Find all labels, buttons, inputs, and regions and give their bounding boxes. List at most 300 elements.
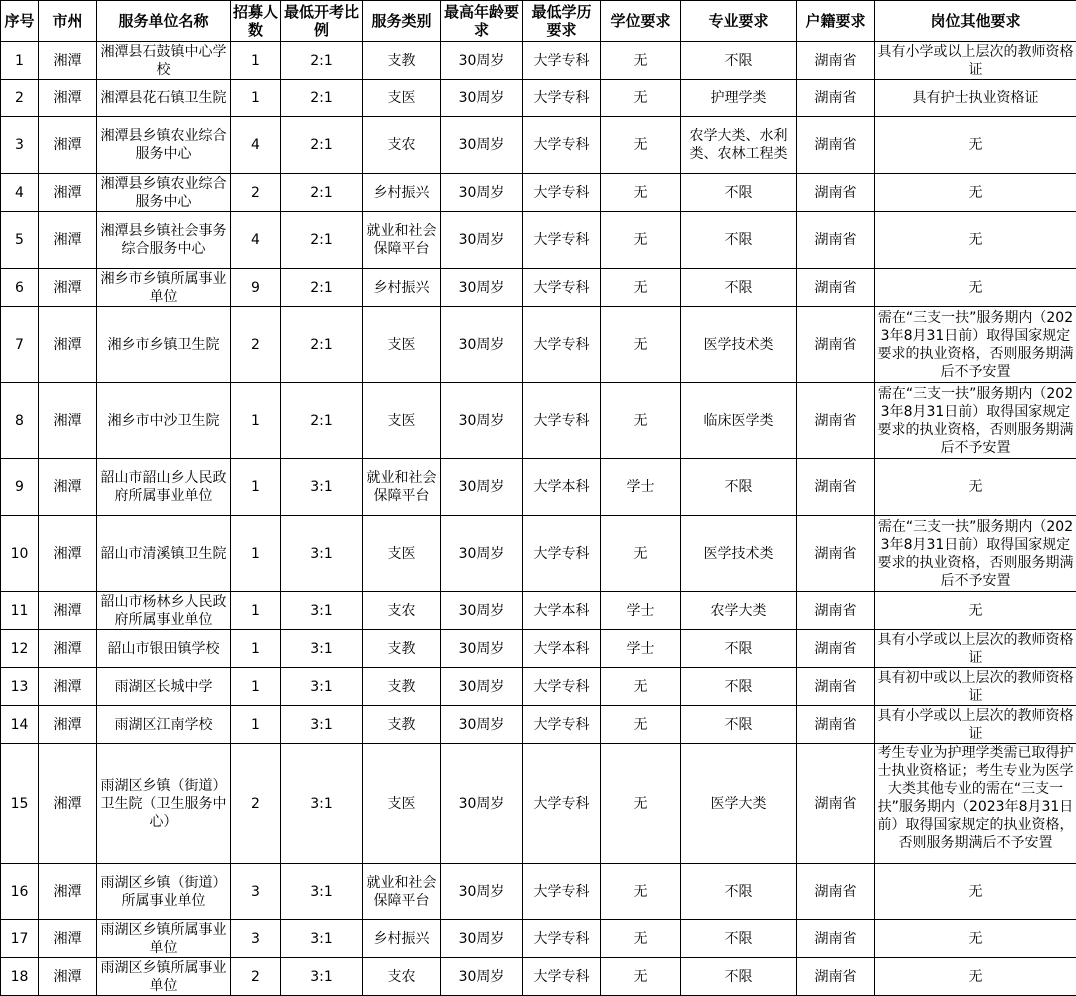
cell-text: 2 [233,174,278,211]
cell-text: 雨湖区乡镇（街道）卫生院（卫生服务中心） [99,744,228,863]
cell-text: 1 [3,42,36,79]
cell-text: 30周岁 [443,744,520,863]
header-col-other: 岗位其他要求 [875,1,1076,42]
cell-unit [97,706,231,744]
cell-text: 支教 [365,668,438,705]
cell-unit [97,920,231,958]
cell-text: 支农 [365,958,438,995]
cell-text: 护理学类 [683,80,794,116]
cell-degree [601,269,681,307]
cell-text: 不限 [683,958,794,995]
cell-unit [97,592,231,630]
cell-text: 不限 [683,630,794,667]
cell-index [1,269,39,307]
cell-category [363,668,441,706]
cell-hukou [797,459,875,516]
table-row [1,668,1076,706]
cell-count [231,383,281,459]
cell-text: 9 [233,269,278,306]
cell-category [363,744,441,864]
cell-text: 湘乡市乡镇卫生院 [99,307,228,382]
cell-text: 无 [877,920,1074,957]
cell-category [363,383,441,459]
cell-text: 3 [233,864,278,919]
cell-category [363,269,441,307]
cell-text: 2:1 [283,117,360,173]
cell-text: 无 [603,269,678,306]
table-row [1,706,1076,744]
cell-city [39,212,97,269]
table-row [1,174,1076,212]
cell-text: 无 [877,459,1074,515]
cell-other [875,307,1076,383]
cell-text: 医学技术类 [683,516,794,591]
cell-text: 30周岁 [443,920,520,957]
cell-text: 湘潭 [41,516,94,591]
cell-other [875,212,1076,269]
cell-hukou [797,744,875,864]
cell-text: 支医 [365,516,438,591]
cell-hukou [797,117,875,174]
cell-text: 韶山市韶山乡人民政府所属事业单位 [99,459,228,515]
cell-index [1,864,39,920]
cell-text: 无 [877,864,1074,919]
header-col-index: 序号 [1,1,39,42]
cell-count [231,212,281,269]
cell-other [875,958,1076,996]
cell-degree [601,459,681,516]
cell-index [1,117,39,174]
cell-index [1,668,39,706]
cell-index [1,459,39,516]
cell-degree [601,592,681,630]
cell-text: 乡村振兴 [365,269,438,306]
cell-text: 7 [3,307,36,382]
cell-age [441,630,523,668]
cell-text: 湘潭 [41,117,94,173]
cell-unit [97,42,231,80]
cell-text: 2 [233,744,278,863]
header-col-city: 市州 [39,1,97,42]
cell-education [523,516,601,592]
cell-ratio [281,706,363,744]
cell-hukou [797,269,875,307]
cell-text: 2:1 [283,42,360,79]
cell-text: 1 [233,668,278,705]
cell-education [523,383,601,459]
cell-text: 不限 [683,174,794,211]
cell-hukou [797,212,875,269]
cell-unit [97,269,231,307]
cell-age [441,269,523,307]
cell-degree [601,80,681,117]
cell-age [441,212,523,269]
cell-text: 无 [603,307,678,382]
header-col-unit: 服务单位名称 [97,1,231,42]
cell-text: 无 [877,117,1074,173]
cell-text: 大学专科 [525,864,598,919]
header-col-degree: 学位要求 [601,1,681,42]
cell-text: 湖南省 [799,117,872,173]
cell-text: 就业和社会保障平台 [365,212,438,268]
cell-text: 30周岁 [443,459,520,515]
cell-ratio [281,592,363,630]
cell-text: 需在“三支一扶”服务期内（2023年8月31日前）取得国家规定要求的执业资格，否则服务期满后不予安置 [877,516,1074,591]
cell-text: 支教 [365,706,438,743]
cell-education [523,80,601,117]
header-col-category: 服务类别 [363,1,441,42]
cell-index [1,42,39,80]
cell-education [523,958,601,996]
cell-text: 支教 [365,42,438,79]
cell-hukou [797,706,875,744]
cell-major [681,307,797,383]
cell-text: 15 [3,744,36,863]
cell-text: 农学大类、水利类、农林工程类 [683,117,794,173]
cell-text: 不限 [683,706,794,743]
cell-text: 1 [233,383,278,458]
cell-other [875,592,1076,630]
cell-ratio [281,864,363,920]
header-col-age: 最高年龄要求 [441,1,523,42]
cell-text: 农学大类 [683,592,794,629]
cell-ratio [281,958,363,996]
cell-text: 不限 [683,42,794,79]
cell-text: 2:1 [283,307,360,382]
cell-text: 湖南省 [799,920,872,957]
table-row [1,212,1076,269]
cell-category [363,459,441,516]
header-col-count: 招募人数 [231,1,281,42]
table-row [1,920,1076,958]
cell-text: 湖南省 [799,459,872,515]
cell-ratio [281,269,363,307]
cell-city [39,958,97,996]
cell-degree [601,864,681,920]
cell-text: 30周岁 [443,42,520,79]
cell-unit [97,744,231,864]
cell-degree [601,516,681,592]
cell-text: 大学本科 [525,630,598,667]
cell-count [231,459,281,516]
cell-major [681,516,797,592]
cell-text: 湘潭县乡镇社会事务综合服务中心 [99,212,228,268]
cell-text: 医学技术类 [683,307,794,382]
table-row [1,864,1076,920]
cell-major [681,383,797,459]
cell-degree [601,383,681,459]
cell-text: 无 [603,174,678,211]
cell-text: 湖南省 [799,592,872,629]
cell-age [441,516,523,592]
cell-city [39,592,97,630]
cell-text: 3 [3,117,36,173]
cell-index [1,174,39,212]
cell-text: 具有初中或以上层次的教师资格证 [877,668,1074,705]
cell-text: 考生专业为护理学类需已取得护士执业资格证；考生专业为医学大类其他专业的需在“三支一扶”服务期内（2023年8月31日前）取得国家规定的执业资格，否则服务期满后不予安置 [877,744,1074,863]
cell-major [681,80,797,117]
cell-ratio [281,117,363,174]
cell-text: 湖南省 [799,706,872,743]
cell-count [231,269,281,307]
cell-education [523,864,601,920]
cell-text: 临床医学类 [683,383,794,458]
cell-hukou [797,42,875,80]
cell-degree [601,42,681,80]
cell-text: 湘潭 [41,592,94,629]
cell-other [875,630,1076,668]
cell-text: 就业和社会保障平台 [365,459,438,515]
cell-text: 湘潭县乡镇农业综合服务中心 [99,174,228,211]
cell-text: 湘乡市乡镇所属事业单位 [99,269,228,306]
cell-unit [97,80,231,117]
cell-degree [601,174,681,212]
cell-text: 支农 [365,592,438,629]
cell-text: 湖南省 [799,744,872,863]
cell-text: 5 [3,212,36,268]
cell-hukou [797,516,875,592]
cell-text: 3:1 [283,630,360,667]
cell-text: 无 [877,269,1074,306]
cell-age [441,80,523,117]
cell-text: 乡村振兴 [365,174,438,211]
cell-index [1,958,39,996]
cell-text: 3 [233,920,278,957]
cell-index [1,706,39,744]
cell-text: 无 [603,80,678,116]
cell-text: 雨湖区乡镇所属事业单位 [99,958,228,995]
cell-hukou [797,592,875,630]
cell-education [523,174,601,212]
cell-text: 11 [3,592,36,629]
cell-education [523,630,601,668]
cell-degree [601,630,681,668]
cell-text: 无 [603,383,678,458]
table-row [1,307,1076,383]
cell-text: 2 [233,307,278,382]
cell-age [441,920,523,958]
cell-age [441,42,523,80]
cell-text: 乡村振兴 [365,920,438,957]
cell-unit [97,117,231,174]
cell-text: 支农 [365,117,438,173]
cell-unit [97,516,231,592]
cell-text: 6 [3,269,36,306]
cell-text: 支医 [365,383,438,458]
cell-city [39,920,97,958]
cell-text: 湘潭 [41,864,94,919]
cell-text: 1 [233,459,278,515]
cell-text: 韶山市银田镇学校 [99,630,228,667]
cell-text: 具有护士执业资格证 [877,80,1074,116]
table-row [1,630,1076,668]
cell-text: 湘潭 [41,706,94,743]
cell-city [39,668,97,706]
cell-text: 大学专科 [525,269,598,306]
cell-count [231,744,281,864]
cell-text: 雨湖区长城中学 [99,668,228,705]
cell-text: 湘潭 [41,383,94,458]
cell-text: 不限 [683,864,794,919]
cell-text: 湖南省 [799,516,872,591]
cell-text: 湖南省 [799,668,872,705]
cell-text: 需在“三支一扶”服务期内（2023年8月31日前）取得国家规定要求的执业资格，否则服务期满后不予安置 [877,383,1074,458]
cell-text: 无 [877,174,1074,211]
cell-count [231,958,281,996]
cell-category [363,706,441,744]
cell-text: 湘潭 [41,920,94,957]
cell-text: 无 [603,744,678,863]
cell-text: 大学专科 [525,117,598,173]
cell-text: 大学专科 [525,383,598,458]
cell-text: 韶山市清溪镇卫生院 [99,516,228,591]
cell-count [231,668,281,706]
cell-index [1,383,39,459]
cell-hukou [797,383,875,459]
cell-degree [601,117,681,174]
header-col-hukou: 户籍要求 [797,1,875,42]
cell-text: 2:1 [283,269,360,306]
cell-text: 2:1 [283,80,360,116]
cell-text: 2:1 [283,212,360,268]
cell-degree [601,920,681,958]
cell-text: 12 [3,630,36,667]
cell-other [875,42,1076,80]
cell-text: 30周岁 [443,307,520,382]
cell-major [681,42,797,80]
cell-text: 支医 [365,80,438,116]
cell-text: 30周岁 [443,269,520,306]
cell-text: 大学本科 [525,459,598,515]
cell-text: 学士 [603,630,678,667]
cell-text: 无 [603,117,678,173]
cell-text: 16 [3,864,36,919]
cell-text: 雨湖区江南学校 [99,706,228,743]
cell-text: 3:1 [283,958,360,995]
cell-text: 湖南省 [799,269,872,306]
cell-major [681,668,797,706]
cell-city [39,174,97,212]
cell-unit [97,668,231,706]
cell-city [39,80,97,117]
cell-text: 韶山市杨林乡人民政府所属事业单位 [99,592,228,629]
table-row [1,80,1076,117]
cell-text: 无 [603,864,678,919]
cell-text: 30周岁 [443,864,520,919]
cell-text: 2 [233,958,278,995]
cell-text: 大学本科 [525,592,598,629]
cell-category [363,80,441,117]
cell-major [681,744,797,864]
cell-category [363,174,441,212]
cell-ratio [281,920,363,958]
cell-major [681,920,797,958]
cell-unit [97,630,231,668]
cell-text: 湘潭 [41,744,94,863]
cell-text: 湖南省 [799,383,872,458]
cell-education [523,42,601,80]
cell-city [39,744,97,864]
cell-ratio [281,459,363,516]
cell-text: 具有小学或以上层次的教师资格证 [877,42,1074,79]
cell-text: 3:1 [283,516,360,591]
header-col-major: 专业要求 [681,1,797,42]
cell-city [39,459,97,516]
cell-ratio [281,212,363,269]
cell-unit [97,864,231,920]
cell-major [681,864,797,920]
cell-text: 30周岁 [443,174,520,211]
cell-text: 14 [3,706,36,743]
cell-other [875,80,1076,117]
cell-category [363,958,441,996]
cell-hukou [797,920,875,958]
cell-text: 大学专科 [525,706,598,743]
table-row [1,744,1076,864]
cell-city [39,269,97,307]
cell-text: 湖南省 [799,42,872,79]
cell-index [1,80,39,117]
cell-age [441,117,523,174]
cell-text: 大学专科 [525,174,598,211]
cell-text: 1 [233,80,278,116]
cell-other [875,920,1076,958]
cell-text: 湘潭 [41,307,94,382]
cell-text: 2 [3,80,36,116]
cell-text: 无 [877,592,1074,629]
cell-city [39,706,97,744]
cell-unit [97,212,231,269]
cell-education [523,459,601,516]
cell-text: 8 [3,383,36,458]
cell-city [39,42,97,80]
cell-age [441,459,523,516]
cell-city [39,307,97,383]
cell-other [875,864,1076,920]
cell-education [523,706,601,744]
cell-category [363,920,441,958]
cell-text: 4 [233,117,278,173]
cell-text: 2:1 [283,174,360,211]
cell-ratio [281,668,363,706]
cell-text: 湘潭 [41,174,94,211]
cell-city [39,630,97,668]
cell-text: 30周岁 [443,958,520,995]
cell-major [681,706,797,744]
cell-city [39,516,97,592]
cell-text: 具有小学或以上层次的教师资格证 [877,706,1074,743]
cell-text: 大学专科 [525,307,598,382]
cell-city [39,383,97,459]
cell-other [875,269,1076,307]
cell-text: 10 [3,516,36,591]
cell-text: 大学专科 [525,920,598,957]
cell-count [231,706,281,744]
cell-age [441,174,523,212]
table-header-row [1,1,1076,42]
cell-major [681,630,797,668]
cell-age [441,592,523,630]
cell-text: 30周岁 [443,383,520,458]
cell-ratio [281,516,363,592]
cell-text: 无 [603,516,678,591]
cell-age [441,668,523,706]
cell-count [231,864,281,920]
cell-count [231,117,281,174]
cell-text: 3:1 [283,706,360,743]
cell-major [681,958,797,996]
cell-text: 18 [3,958,36,995]
